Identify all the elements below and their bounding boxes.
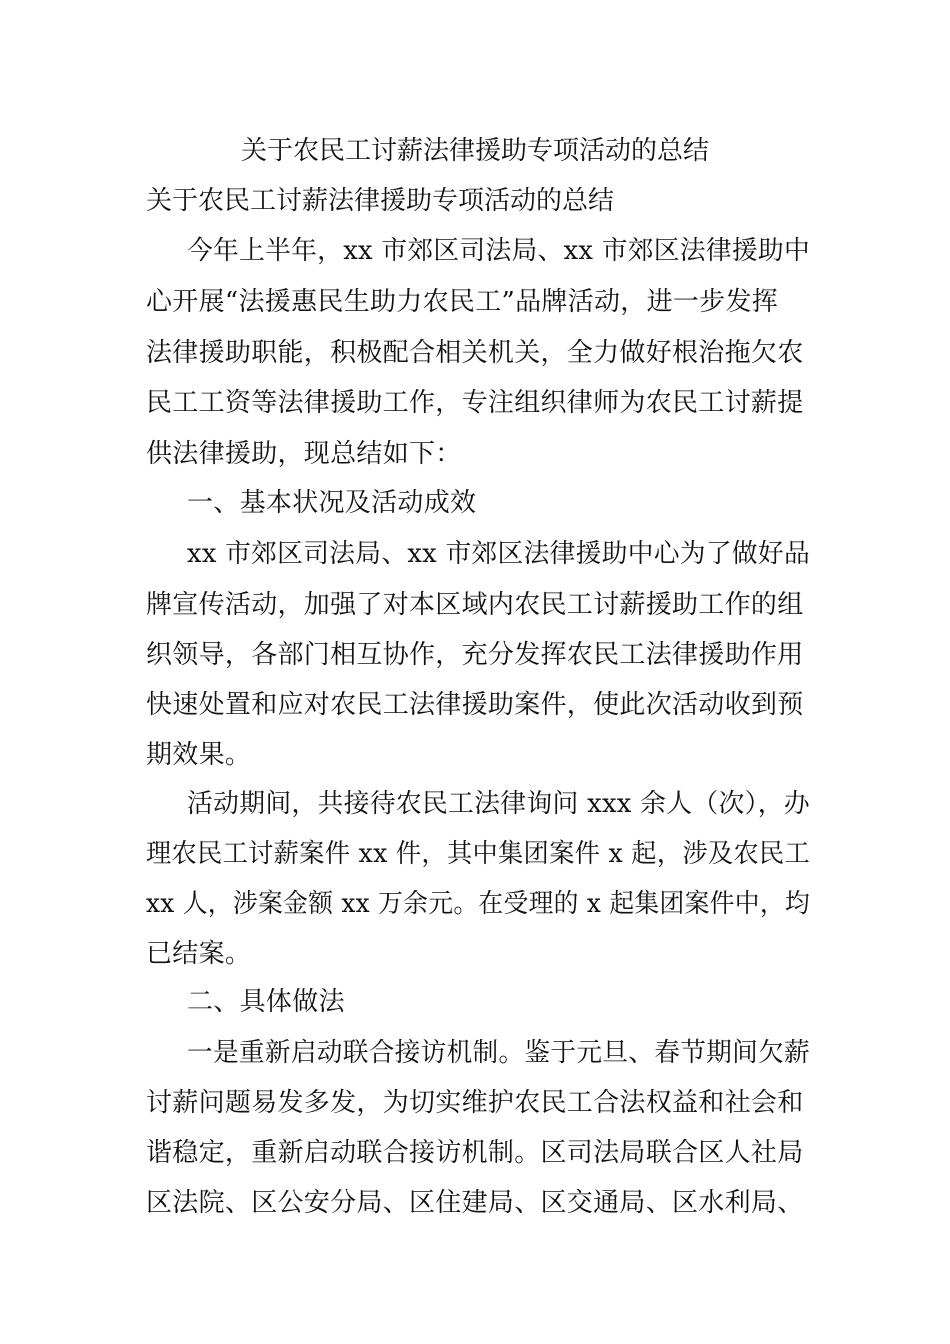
paragraph-line: 期效果。: [146, 740, 252, 770]
paragraph-line: 理农民工讨薪案件 xx 件，其中集团案件 x 起，涉及农民工: [146, 839, 810, 869]
paragraph-line: 活动期间，共接待农民工法律询问 xxx 余人（次），办: [187, 789, 810, 819]
paragraph-line: 织领导，各部门相互协作，充分发挥农民工法律援助作用: [146, 640, 804, 670]
paragraph-line: 谐稳定，重新启动联合接访机制。区司法局联合区人社局: [146, 1138, 804, 1168]
paragraph-line: 快速处置和应对农民工法律援助案件，使此次活动收到预: [146, 690, 804, 720]
paragraph-line: 已结案。: [146, 939, 252, 969]
paragraph-line: xx 市郊区司法局、xx 市郊区法律援助中心为了做好品: [187, 539, 810, 569]
section-heading: 二、具体做法: [187, 987, 345, 1017]
document-subtitle: 关于农民工讨薪法律援助专项活动的总结: [146, 186, 615, 216]
paragraph-line: 一是重新启动联合接访机制。鉴于元旦、春节期间欠薪: [187, 1038, 810, 1068]
paragraph-line: 心开展“法援惠民生助力农民工”品牌活动，进一步发挥: [146, 287, 779, 317]
paragraph-line: xx 人，涉案金额 xx 万余元。在受理的 x 起集团案件中，均: [146, 889, 810, 919]
section-heading: 一、基本状况及活动成效: [187, 488, 477, 518]
paragraph-line: 供法律援助，现总结如下：: [146, 439, 462, 469]
paragraph-line: 讨薪问题易发多发，为切实维护农民工合法权益和社会和: [146, 1088, 804, 1118]
paragraph-line: 区法院、区公安分局、区住建局、区交通局、区水利局、: [146, 1188, 804, 1218]
paragraph-line: 法律援助职能，积极配合相关机关，全力做好根治拖欠农: [146, 338, 804, 368]
paragraph-line: 牌宣传活动，加强了对本区域内农民工讨薪援助工作的组: [146, 590, 804, 620]
document-title: 关于农民工讨薪法律援助专项活动的总结: [240, 136, 709, 166]
paragraph-line: 民工工资等法律援助工作，专注组织律师为农民工讨薪提: [146, 388, 804, 418]
paragraph-line: 今年上半年，xx 市郊区司法局、xx 市郊区法律援助中: [187, 236, 810, 266]
